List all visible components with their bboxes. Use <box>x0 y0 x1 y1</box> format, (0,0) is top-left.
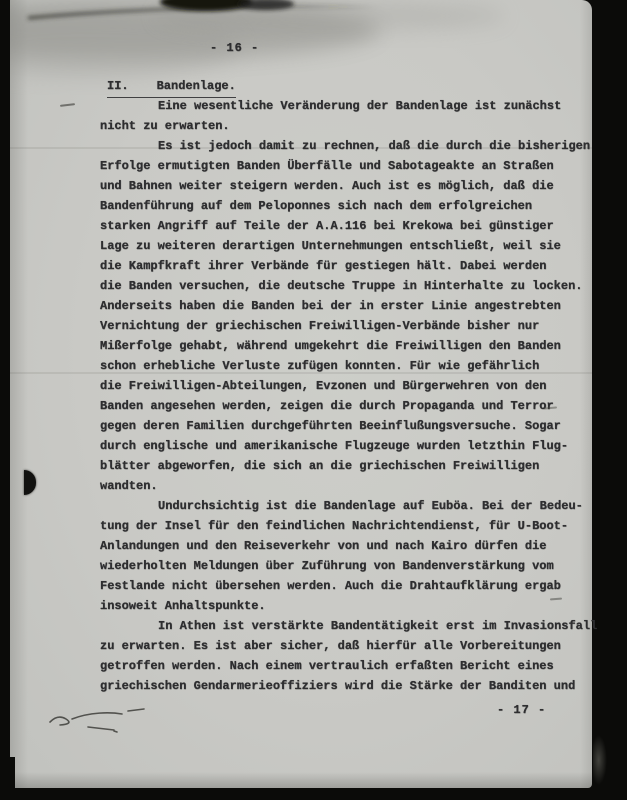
text-line: nicht zu erwarten. <box>100 119 230 133</box>
text-line: Bandenführung auf dem Peloponnes sich nach dem erfolgreichen <box>100 199 533 213</box>
text-line: durch englische und amerikanische Flugzeuge wurden letzthin Flug- <box>100 439 569 453</box>
scan-border-left <box>0 0 10 800</box>
text-line: gegen deren Familien durchgeführten Beeinflußungsversuche. Sogar <box>100 419 561 433</box>
pencil-scribble <box>40 700 160 745</box>
text-line: und Bahnen weiter steigern werden. Auch ist es möglich, daß die <box>100 179 554 193</box>
text-line: Lage zu weiteren derartigen Unternehmungen entschließt, weil sie <box>100 239 561 253</box>
section-number: II. <box>107 79 129 93</box>
scan-smudge-top <box>10 0 592 95</box>
text-line: Vernichtung der griechischen Freiwilligen-Verbände bisher nur <box>100 319 540 333</box>
text-line: blätter abgeworfen, die sich an die griechischen Freiwilligen <box>100 459 540 473</box>
pencil-tick <box>60 103 75 107</box>
text-line: Erfolge ermutigten Banden Überfälle und Sabotageakte an Straßen <box>100 159 554 173</box>
punch-hole-mark <box>24 470 36 495</box>
text-line: die Banden versuchen, die deutsche Truppe in Hinterhalte zu locken. <box>100 279 583 293</box>
section-heading <box>107 76 236 98</box>
text-line: In Athen ist verstärkte Bandentätigkeit erst im Invasionsfall <box>158 619 598 633</box>
text-line: wandten. <box>100 479 158 493</box>
text-line: Banden angesehen werden, zeigen die durch Propaganda und Terror <box>100 399 554 413</box>
text-line: Anlandungen und den Reiseverkehr von und nach Kairo dürfen die <box>100 539 547 553</box>
text-line: starken Angriff auf Teile der A.A.116 bei Krekowa bei günstiger <box>100 219 554 233</box>
text-line: griechischen Gendarmerieoffiziers wird die Stärke der Banditen und <box>100 679 576 693</box>
text-line: Es ist jedoch damit zu rechnen, daß die durch die bisherigen <box>158 139 591 153</box>
page-number-footer: - 17 - <box>497 703 547 717</box>
text-line: Undurchsichtig ist die Bandenlage auf Euböa. Bei der Bedeu- <box>158 499 583 513</box>
scan-border-blotch <box>593 735 607 785</box>
document-page <box>10 0 598 788</box>
text-line: tung der Insel für den feindlichen Nachrichtendienst, für U-Boot- <box>100 519 569 533</box>
text-line: die Freiwilligen-Abteilungen, Evzonen und Bürgerwehren von den <box>100 379 547 393</box>
text-line: insoweit Anhaltspunkte. <box>100 599 266 613</box>
scan-border-bottom <box>0 787 627 800</box>
text-line: die Kampfkraft ihrer Verbände für gestiegen hält. Dabei werden <box>100 259 547 273</box>
body-text <box>100 96 600 696</box>
section-title: Bandenlage. <box>156 79 236 93</box>
text-line: zu erwarten. Es ist aber sicher, daß hierfür alle Vorbereitungen <box>100 639 561 653</box>
text-line: getroffen werden. Nach einem vertraulich erfaßten Bericht eines <box>100 659 554 673</box>
scan-border-left-step <box>0 757 15 800</box>
text-line: Eine wesentliche Veränderung der Bandenlage ist zunächst <box>158 99 562 113</box>
text-line: Festlande nicht übersehen werden. Auch die Drahtaufklärung ergab <box>100 579 561 593</box>
page-number-header: - 16 - <box>210 41 260 55</box>
text-line: Mißerfolge gehabt, während umgekehrt die Freiwilligen den Banden <box>100 339 561 353</box>
text-line: Anderseits haben die Banden bei der in erster Linie angestrebten <box>100 299 561 313</box>
text-line: schon erhebliche Verluste zufügen konnten. Für wie gefährlich <box>100 359 540 373</box>
text-line: wiederholten Meldungen über Zuführung von Bandenverstärkung vom <box>100 559 554 573</box>
